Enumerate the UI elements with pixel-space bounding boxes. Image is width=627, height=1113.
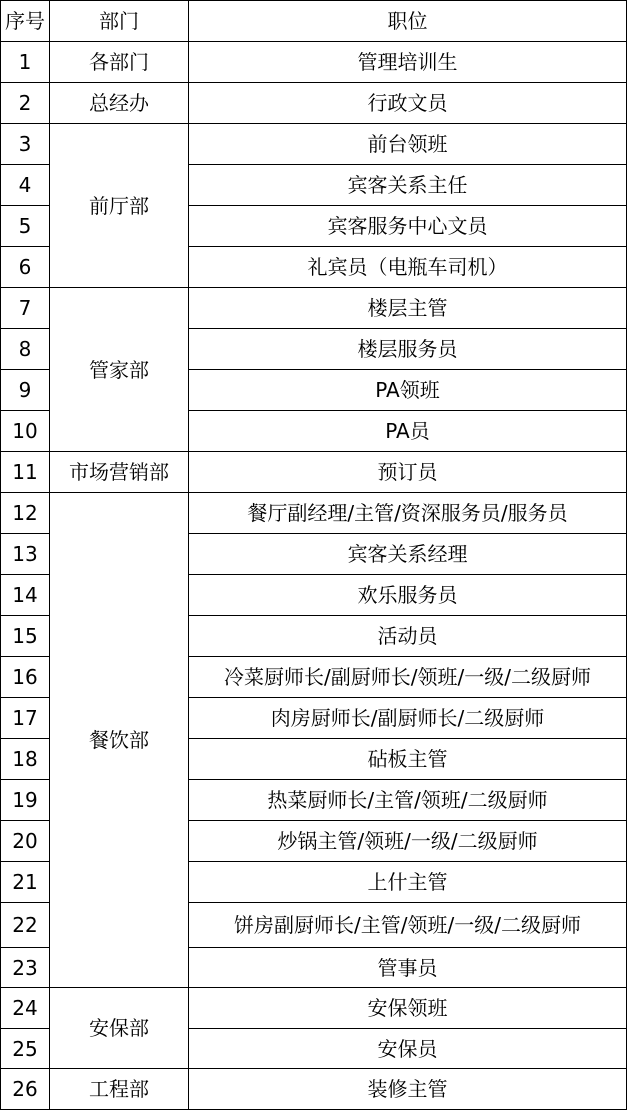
- position-cell: 上什主管: [189, 862, 627, 903]
- row-index: 20: [1, 821, 50, 862]
- row-index: 23: [1, 948, 50, 988]
- table-row: [1, 1069, 627, 1110]
- position-cell: 炒锅主管/领班/一级/二级厨师: [189, 821, 627, 862]
- position-cell: 餐厅副经理/主管/资深服务员/服务员: [189, 493, 627, 534]
- position-cell: 预订员: [189, 452, 627, 493]
- row-index: 25: [1, 1029, 50, 1069]
- position-cell: PA员: [189, 411, 627, 452]
- table-row: [1, 42, 627, 83]
- row-index: 13: [1, 534, 50, 575]
- position-cell: 前台领班: [189, 124, 627, 165]
- position-cell: 安保员: [189, 1029, 627, 1069]
- row-index: 1: [1, 42, 50, 83]
- position-cell: 肉房厨师长/副厨师长/二级厨师: [189, 698, 627, 739]
- table-row: [1, 452, 627, 493]
- position-cell: 砧板主管: [189, 739, 627, 780]
- row-index: 9: [1, 370, 50, 411]
- department-cell: 总经办: [50, 83, 189, 124]
- position-cell: 装修主管: [189, 1069, 627, 1110]
- position-cell: 饼房副厨师长/主管/领班/一级/二级厨师: [189, 903, 627, 948]
- department-cell: 各部门: [50, 42, 189, 83]
- row-index: 7: [1, 288, 50, 329]
- row-index: 22: [1, 903, 50, 948]
- department-cell: 前厅部: [50, 124, 189, 288]
- row-index: 15: [1, 616, 50, 657]
- row-index: 12: [1, 493, 50, 534]
- position-cell: 楼层服务员: [189, 329, 627, 370]
- row-index: 18: [1, 739, 50, 780]
- table-body: [1, 42, 627, 1110]
- position-cell: 宾客关系经理: [189, 534, 627, 575]
- row-index: 10: [1, 411, 50, 452]
- position-cell: 宾客关系主任: [189, 165, 627, 206]
- position-cell: 管理培训生: [189, 42, 627, 83]
- department-cell: 市场营销部: [50, 452, 189, 493]
- position-cell: PA领班: [189, 370, 627, 411]
- row-index: 19: [1, 780, 50, 821]
- header-row: [1, 1, 627, 42]
- position-cell: 管事员: [189, 948, 627, 988]
- row-index: 4: [1, 165, 50, 206]
- position-cell: 冷菜厨师长/副厨师长/领班/一级/二级厨师: [189, 657, 627, 698]
- position-cell: 礼宾员（电瓶车司机）: [189, 247, 627, 288]
- row-index: 5: [1, 206, 50, 247]
- position-cell: 欢乐服务员: [189, 575, 627, 616]
- row-index: 6: [1, 247, 50, 288]
- position-cell: 楼层主管: [189, 288, 627, 329]
- position-cell: 行政文员: [189, 83, 627, 124]
- position-cell: 活动员: [189, 616, 627, 657]
- row-index: 16: [1, 657, 50, 698]
- row-index: 21: [1, 862, 50, 903]
- table-row: [1, 124, 627, 165]
- header-department: 部门: [50, 1, 189, 42]
- table-row: [1, 288, 627, 329]
- table-row: [1, 493, 627, 534]
- row-index: 3: [1, 124, 50, 165]
- header-position: 职位: [189, 1, 627, 42]
- row-index: 26: [1, 1069, 50, 1110]
- position-cell: 安保领班: [189, 988, 627, 1029]
- table-row: [1, 988, 627, 1029]
- department-cell: 餐饮部: [50, 493, 189, 988]
- position-cell: 宾客服务中心文员: [189, 206, 627, 247]
- header-index: 序号: [1, 1, 50, 42]
- row-index: 11: [1, 452, 50, 493]
- row-index: 17: [1, 698, 50, 739]
- department-cell: 工程部: [50, 1069, 189, 1110]
- table-row: [1, 83, 627, 124]
- row-index: 8: [1, 329, 50, 370]
- position-cell: 热菜厨师长/主管/领班/二级厨师: [189, 780, 627, 821]
- row-index: 2: [1, 83, 50, 124]
- department-cell: 管家部: [50, 288, 189, 452]
- row-index: 24: [1, 988, 50, 1029]
- row-index: 14: [1, 575, 50, 616]
- department-cell: 安保部: [50, 988, 189, 1069]
